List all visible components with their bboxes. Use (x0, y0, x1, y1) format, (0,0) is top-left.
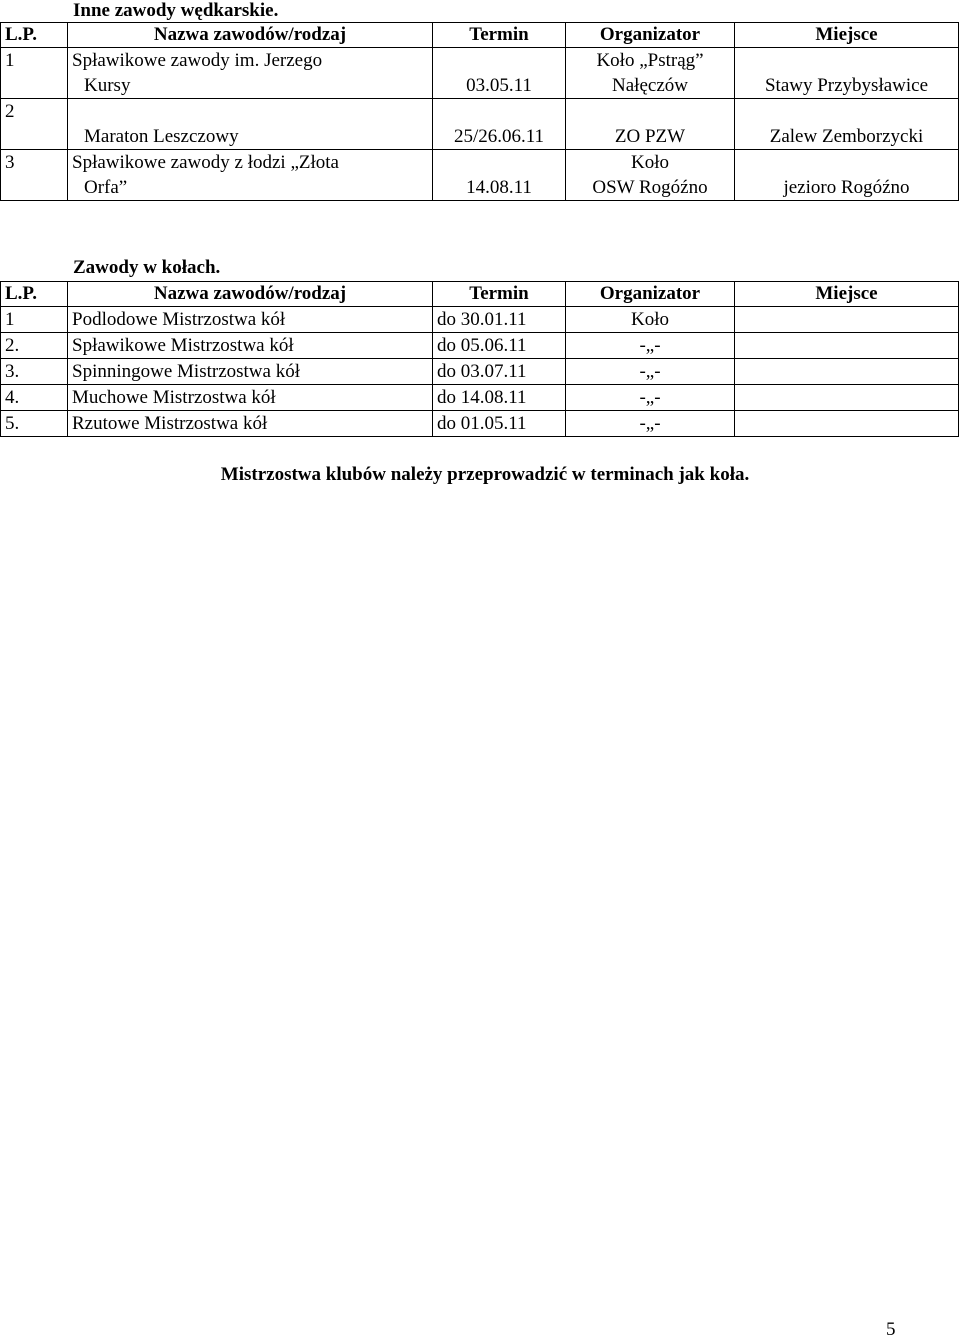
row-organizer: -„- (566, 359, 735, 385)
row-term: 25/26.06.11 (433, 99, 566, 150)
row-lp: 1 (1, 48, 68, 99)
row-organizer (566, 150, 735, 201)
row-name (68, 99, 433, 150)
header-place: Miejsce (735, 282, 959, 307)
row-name-line2: Orfa” (84, 177, 128, 198)
row-place: Zalew Zemborzycki (735, 99, 959, 150)
row-term: 03.05.11 (433, 48, 566, 99)
row-name-line1: Spławikowe zawody z łodzi „Złota (72, 152, 339, 173)
row-lp: 2. (1, 333, 68, 359)
row-organizer (566, 48, 735, 99)
row-organizer: -„- (566, 385, 735, 411)
table-row (1, 307, 959, 333)
table-row (1, 411, 959, 437)
row-lp: 3. (1, 359, 68, 385)
table-row (1, 385, 959, 411)
header-lp: L.P. (1, 23, 68, 48)
row-lp: 1 (1, 307, 68, 333)
row-term: do 30.01.11 (433, 307, 566, 333)
section-title-club-competitions: Zawody w kołach. (73, 257, 221, 278)
table-header-row (1, 23, 959, 48)
row-organizer-line1: Koło (631, 152, 669, 173)
row-organizer-line2: OSW Rogóźno (592, 177, 708, 198)
row-name (68, 48, 433, 99)
row-organizer: -„- (566, 333, 735, 359)
row-lp: 4. (1, 385, 68, 411)
row-term: do 05.06.11 (433, 333, 566, 359)
header-lp: L.P. (1, 282, 68, 307)
header-organizer: Organizator (566, 282, 735, 307)
row-name: Spinningowe Mistrzostwa kół (68, 359, 433, 385)
header-name: Nazwa zawodów/rodzaj (68, 23, 433, 48)
row-name-line2: Maraton Leszczowy (84, 126, 239, 147)
row-organizer-line2: Nałęczów (612, 75, 688, 96)
row-term: 14.08.11 (433, 150, 566, 201)
header-organizer: Organizator (566, 23, 735, 48)
row-lp: 2 (1, 99, 68, 150)
row-name (68, 150, 433, 201)
row-name: Podlodowe Mistrzostwa kół (68, 307, 433, 333)
row-place: Stawy Przybysławice (735, 48, 959, 99)
row-name-line1: Spławikowe zawody im. Jerzego (72, 50, 323, 71)
table-row (1, 48, 959, 99)
row-place (735, 359, 959, 385)
row-organizer: -„- (566, 411, 735, 437)
row-name-line2: Kursy (84, 75, 131, 96)
table-row (1, 150, 959, 201)
header-term: Termin (433, 282, 566, 307)
row-name: Rzutowe Mistrzostwa kół (68, 411, 433, 437)
row-organizer: ZO PZW (566, 99, 735, 150)
header-term: Termin (433, 23, 566, 48)
row-term: do 01.05.11 (433, 411, 566, 437)
row-organizer: Koło (566, 307, 735, 333)
table-header-row (1, 282, 959, 307)
row-place (735, 333, 959, 359)
row-place (735, 385, 959, 411)
footnote: Mistrzostwa klubów należy przeprowadzić w terminach jak koła. (220, 464, 750, 485)
row-name: Spławikowe Mistrzostwa kół (68, 333, 433, 359)
page-number: 5 (886, 1319, 896, 1340)
row-place: jezioro Rogóźno (735, 150, 959, 201)
table-row (1, 333, 959, 359)
row-lp: 5. (1, 411, 68, 437)
club-competitions-table (0, 281, 959, 437)
table-row (1, 359, 959, 385)
row-term: do 14.08.11 (433, 385, 566, 411)
row-organizer-line1: Koło „Pstrąg” (596, 50, 704, 71)
row-lp: 3 (1, 150, 68, 201)
row-place (735, 411, 959, 437)
header-name: Nazwa zawodów/rodzaj (68, 282, 433, 307)
row-term: do 03.07.11 (433, 359, 566, 385)
table-row (1, 99, 959, 150)
row-place (735, 307, 959, 333)
section-title-other-competitions: Inne zawody wędkarskie. (73, 0, 279, 21)
other-competitions-table (0, 22, 959, 201)
header-place: Miejsce (735, 23, 959, 48)
row-name: Muchowe Mistrzostwa kół (68, 385, 433, 411)
